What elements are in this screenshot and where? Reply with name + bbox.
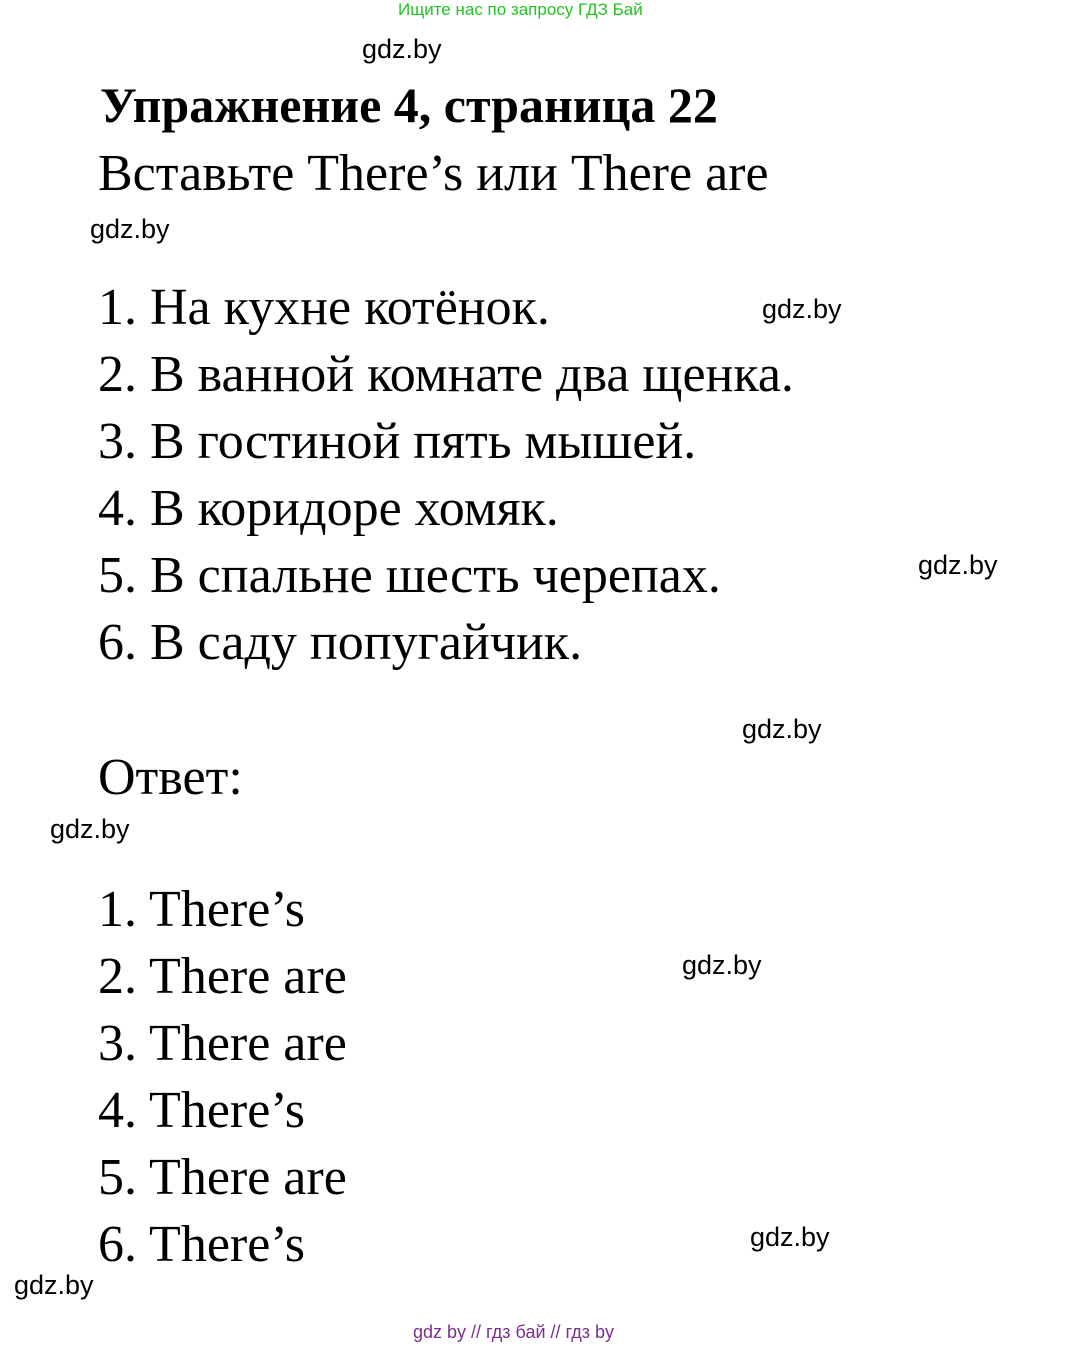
watermark: gdz.by (14, 1270, 94, 1300)
watermark: gdz.by (50, 814, 130, 844)
sentence-item: 3. В гостиной пять мышей. (98, 413, 697, 470)
watermark: gdz.by (682, 950, 762, 980)
answer-label: Ответ: (98, 749, 243, 806)
watermark: gdz.by (918, 550, 998, 580)
watermark: gdz.by (762, 294, 842, 324)
footer-links[interactable]: gdz by // гдз бай // гдз by (413, 1322, 615, 1342)
answer-item: 5. There are (98, 1149, 347, 1206)
top-banner[interactable]: Ищите нас по запросу ГДЗ Бай (398, 0, 643, 19)
answer-item: 6. There’s (98, 1216, 305, 1273)
sentence-item: 1. На кухне котёнок. (98, 279, 550, 336)
watermark: gdz.by (750, 1222, 830, 1252)
watermark: gdz.by (90, 214, 170, 244)
answer-item: 1. There’s (98, 881, 305, 938)
answer-item: 3. There are (98, 1015, 347, 1072)
exercise-title: Упражнение 4, страница 22 (100, 77, 718, 133)
exercise-instruction: Вставьте There’s или There are (98, 145, 769, 202)
answer-item: 2. There are (98, 948, 347, 1005)
sentence-item: 6. В саду попугайчик. (98, 614, 583, 671)
sentence-item: 2. В ванной комнате два щенка. (98, 346, 794, 403)
answer-item: 4. There’s (98, 1082, 305, 1139)
sentence-item: 4. В коридоре хомяк. (98, 480, 559, 537)
watermark: gdz.by (362, 34, 442, 64)
watermark: gdz.by (742, 714, 822, 744)
sentence-item: 5. В спальне шесть черепах. (98, 547, 721, 604)
